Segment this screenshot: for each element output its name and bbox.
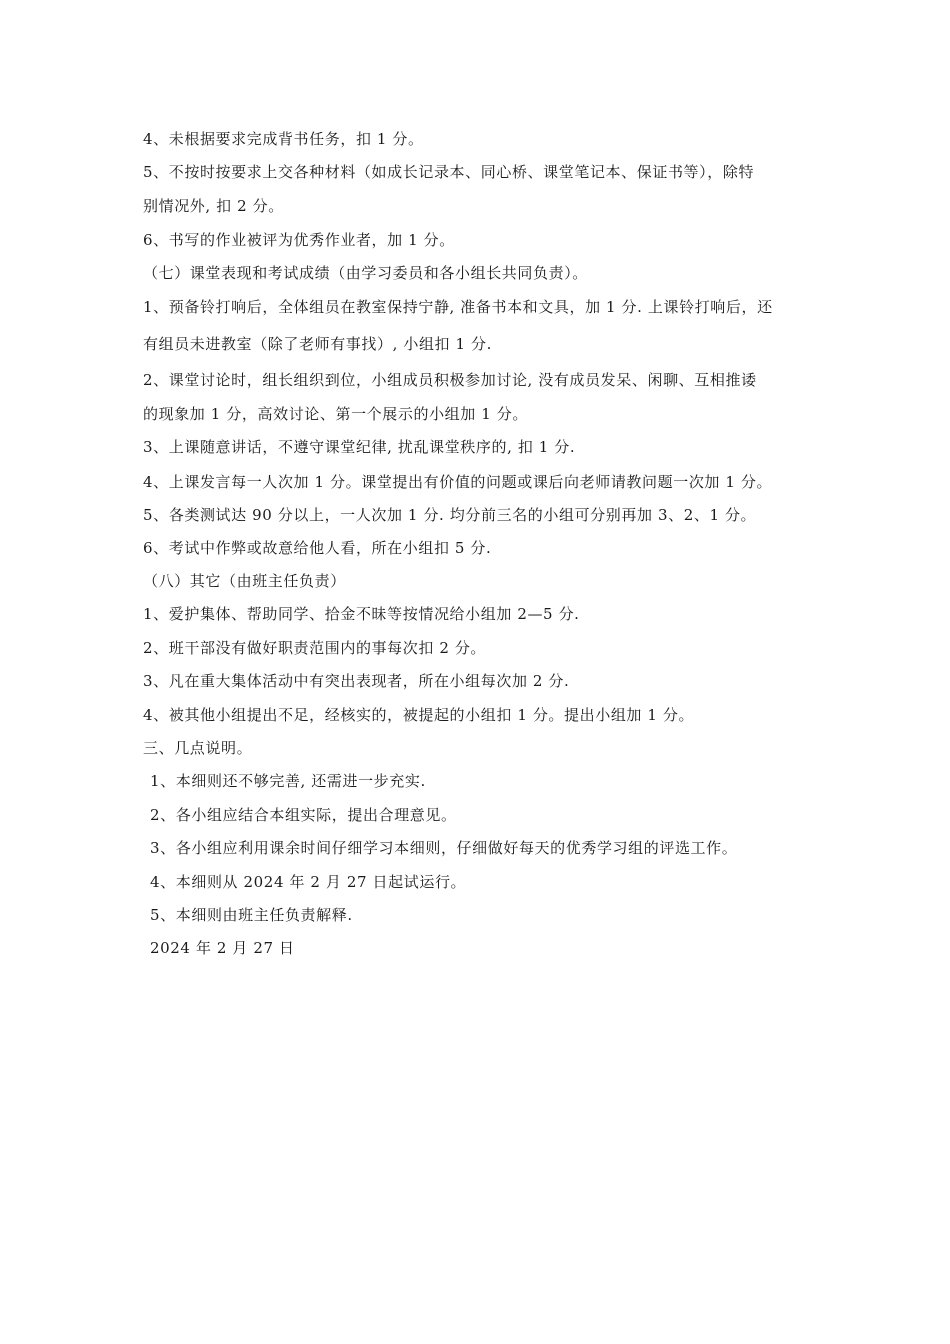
note-1: 1、本细则还不够完善, 还需进一步充实.	[150, 772, 426, 790]
section-8-rule-2: 2、班干部没有做好职责范围内的事每次扣 2 分。	[143, 639, 487, 657]
section-8-rule-4: 4、被其他小组提出不足，经核实的，被提起的小组扣 1 分。提出小组加 1 分。	[143, 706, 695, 724]
note-2: 2、各小组应结合本组实际，提出合理意见。	[150, 806, 457, 824]
section-7-rule-1-line1: 1、预备铃打响后，全体组员在教室保持宁静, 准备书本和文具，加 1 分. 上课铃打响后，还	[143, 298, 773, 316]
section-8-rule-3: 3、凡在重大集体活动中有突出表现者，所在小组每次加 2 分.	[143, 672, 570, 690]
note-4: 4、本细则从 2024 年 2 月 27 日起试运行。	[150, 873, 467, 891]
section-7-rule-6: 6、考试中作弊或故意给他人看，所在小组扣 5 分.	[143, 539, 492, 557]
section-7-rule-3: 3、上课随意讲话，不遵守课堂纪律, 扰乱课堂秩序的, 扣 1 分.	[143, 438, 576, 456]
section-8-heading: （八）其它（由班主任负责）	[143, 572, 346, 590]
note-3: 3、各小组应利用课余时间仔细学习本细则，仔细做好每天的优秀学习组的评选工作。	[150, 839, 738, 857]
section-7-rule-1-line2: 有组员未进教室（除了老师有事找）, 小组扣 1 分.	[143, 335, 492, 353]
part-3-heading: 三、几点说明。	[143, 739, 253, 757]
rule-4-recitation: 4、未根据要求完成背书任务，扣 1 分。	[143, 130, 424, 148]
section-7-rule-5: 5、各类测试达 90 分以上，一人次加 1 分. 均分前三名的小组可分别再加 3、2、1 分。	[143, 506, 757, 524]
note-5: 5、本细则由班主任负责解释.	[150, 906, 353, 924]
section-7-rule-2-line1: 2、课堂讨论时，组长组织到位，小组成员积极参加讨论, 没有成员发呆、闲聊、互相推诿	[143, 371, 757, 389]
section-7-rule-2-line2: 的现象加 1 分，高效讨论、第一个展示的小组加 1 分。	[143, 405, 528, 423]
section-7-rule-4: 4、上课发言每一人次加 1 分。课堂提出有价值的问题或课后向老师请教问题一次加 1 分。	[143, 473, 773, 491]
section-7-heading: （七）课堂表现和考试成绩（由学习委员和各小组长共同负责）。	[143, 264, 588, 282]
document-date: 2024 年 2 月 27 日	[150, 939, 295, 957]
rule-5-materials-line1: 5、不按时按要求上交各种材料（如成长记录本、同心桥、课堂笔记本、保证书等），除特	[143, 163, 755, 181]
rule-6-homework: 6、书写的作业被评为优秀作业者，加 1 分。	[143, 231, 455, 249]
rule-5-materials-line2: 别情况外, 扣 2 分。	[143, 197, 284, 215]
section-8-rule-1: 1、爱护集体、帮助同学、拾金不昧等按情况给小组加 2—5 分.	[143, 605, 580, 623]
